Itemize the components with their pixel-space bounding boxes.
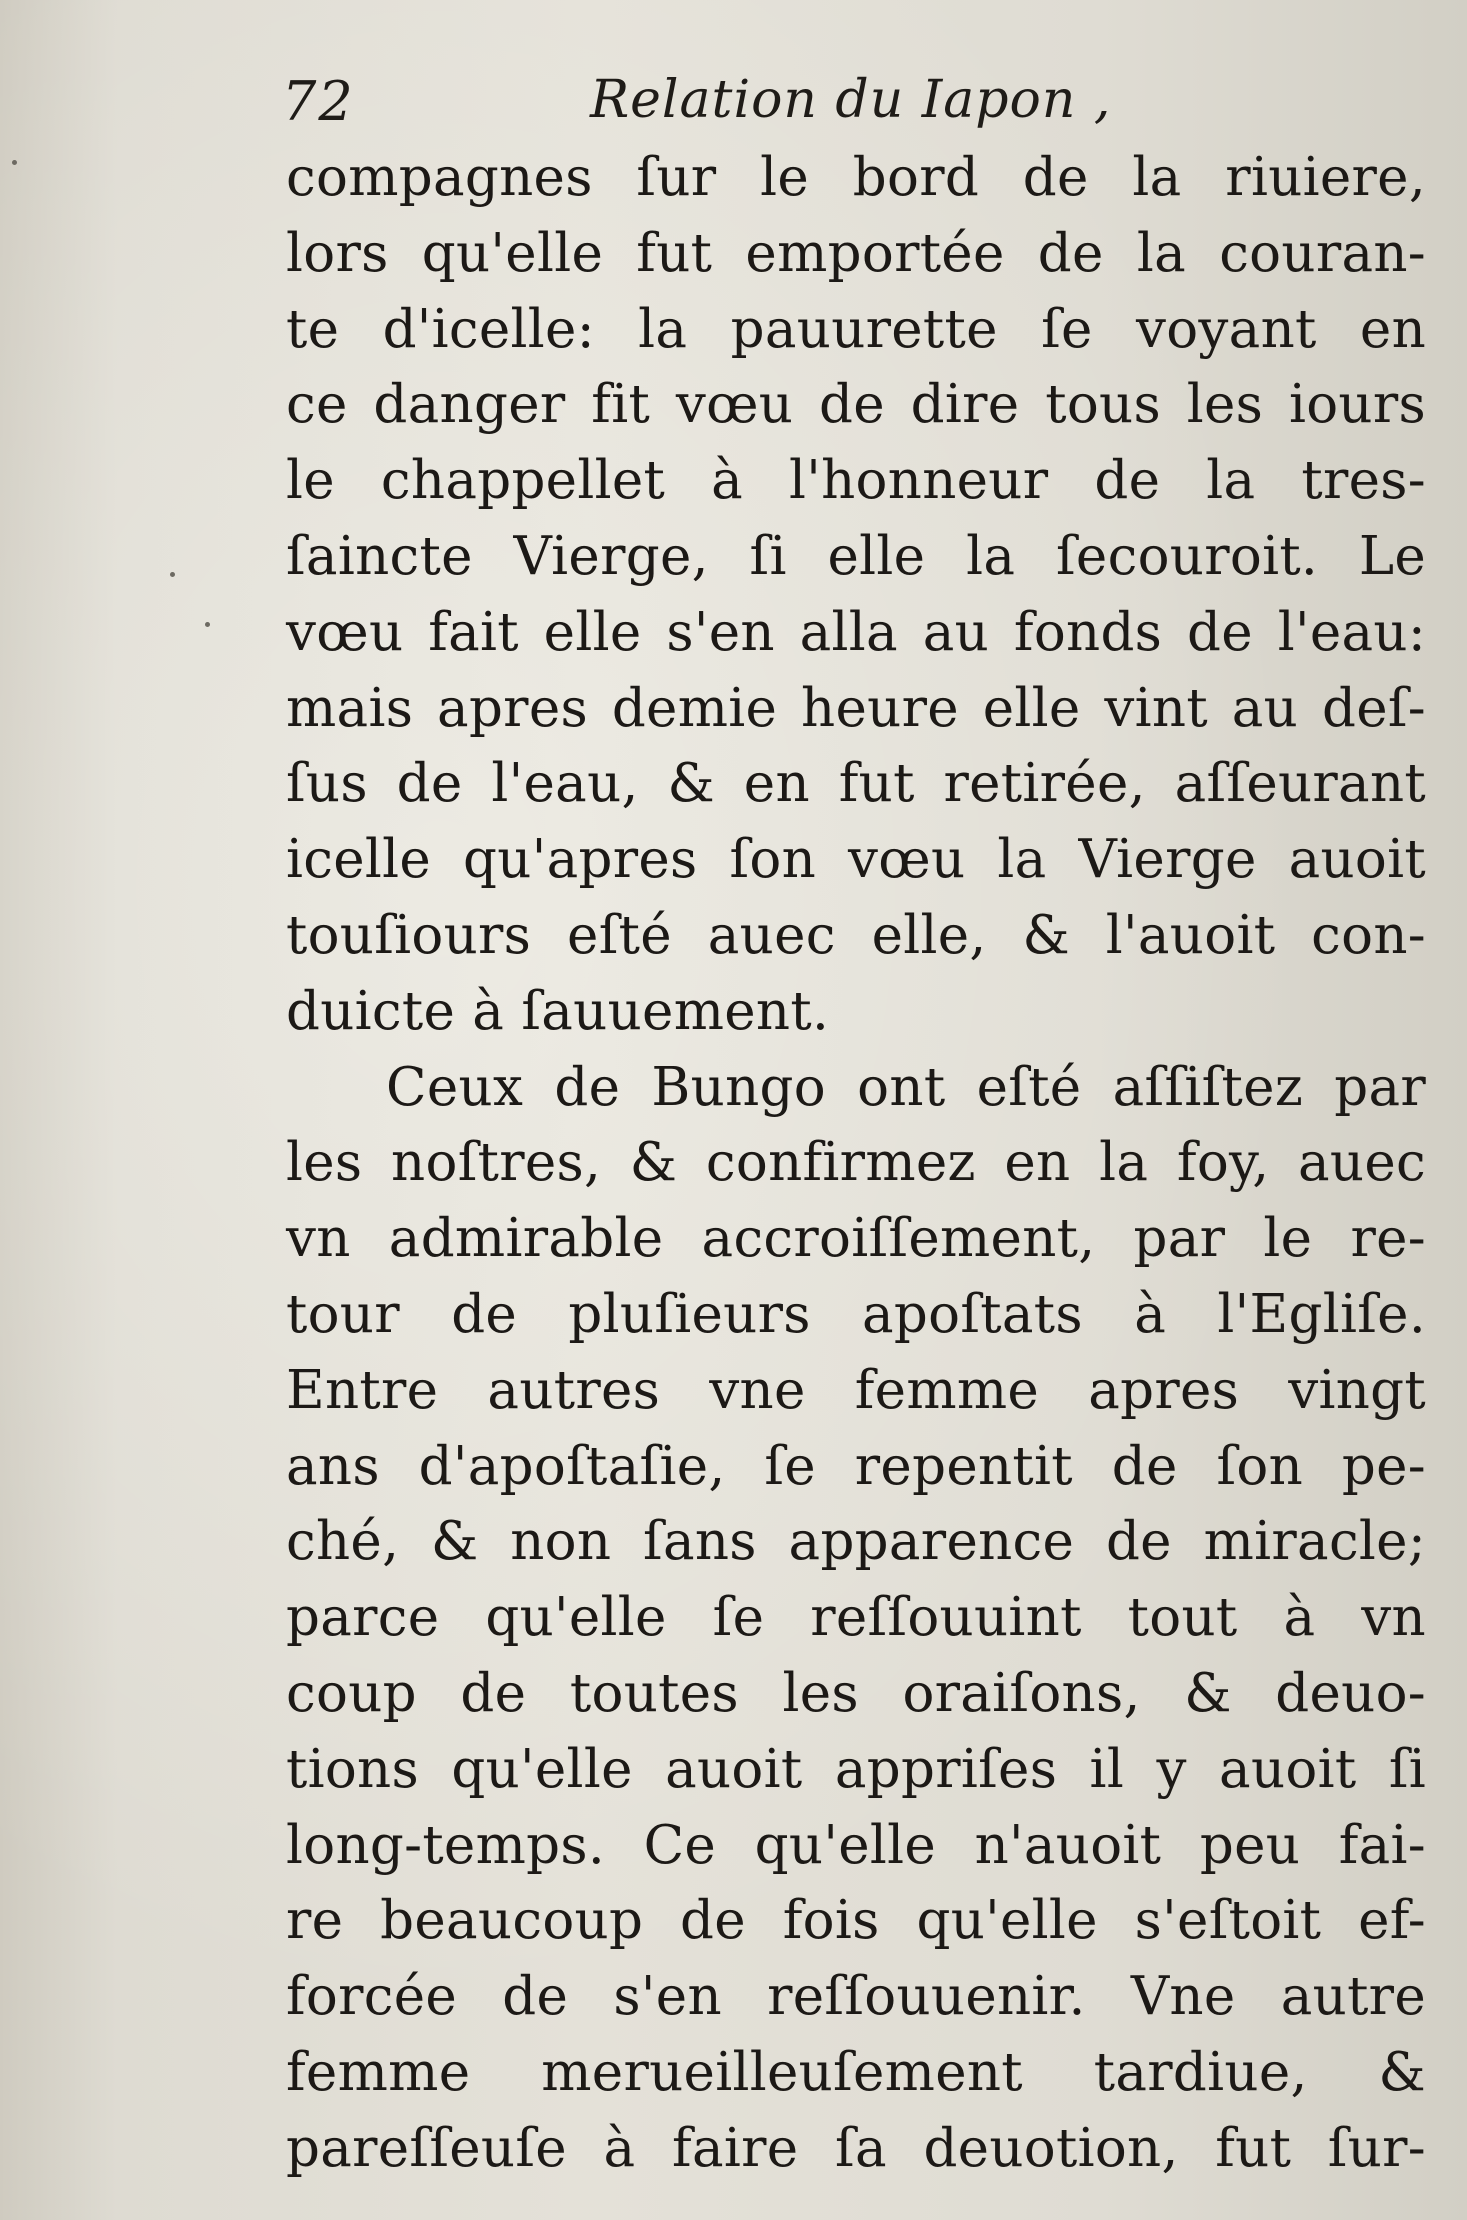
margin-speck (205, 622, 210, 627)
paragraph-end-line: duicte à ſauuement. (286, 980, 830, 1042)
paragraph-start-line: Ceux de Bungo ont eſté aſſiſtez par (386, 1056, 1426, 1118)
text-line: mais apres demie heure elle vint au deſ- (286, 677, 1426, 739)
text-line: long-temps. Ce qu'elle n'auoit peu fai- (286, 1814, 1426, 1876)
margin-speck (12, 160, 17, 165)
text-line: pareſſeuſe à faire ſa deuotion, fut ſur- (286, 2117, 1426, 2179)
running-head: Relation du Iapon , (590, 70, 1112, 130)
text-line: tour de pluſieurs apoſtats à l'Egliſe. (286, 1283, 1426, 1345)
text-line: le chappellet à l'honneur de la tres- (286, 450, 1426, 512)
page-header (282, 62, 1432, 152)
text-line: icelle qu'apres ſon vœu la Vierge auoit (286, 829, 1426, 891)
text-line: lors qu'elle fut emportée de la couran- (286, 222, 1426, 284)
text-line: tions qu'elle auoit appriſes il y auoit ſi (286, 1738, 1426, 1800)
text-line: compagnes ſur le bord de la riuiere, (286, 147, 1426, 208)
text-line: te d'icelle: la pauurette ſe voyant en (286, 298, 1426, 360)
text-line: Entre autres vne femme apres vingt (286, 1359, 1426, 1421)
text-line: touſiours eſté auec elle, & l'auoit con- (286, 904, 1426, 966)
text-line: forcée de s'en reſſouuenir. Vne autre (286, 1966, 1426, 2028)
text-line: ſus de l'eau, & en fut retirée, aſſeurant (286, 753, 1426, 815)
text-line: les noſtres, & confirmez en la foy, auec (286, 1132, 1426, 1194)
text-line: femme merueilleuſement tardiue, & (286, 2041, 1426, 2103)
text-line: coup de toutes les oraiſons, & deuo- (286, 1662, 1426, 1724)
body-text (286, 140, 1426, 2187)
text-line: ché, & non ſans apparence de miracle; (286, 1511, 1426, 1573)
text-line: parce qu'elle ſe reſſouuint tout à vn (286, 1587, 1426, 1649)
text-line: re beaucoup de fois qu'elle s'eſtoit ef- (286, 1890, 1426, 1952)
text-line: ce danger fit vœu de dire tous les iours (286, 374, 1426, 436)
margin-speck (170, 572, 175, 577)
text-line: ſaincte Vierge, ſi elle la ſecouroit. Le (286, 525, 1426, 587)
text-line: vœu fait elle s'en alla au fonds de l'eau: (286, 601, 1426, 663)
text-line: ans d'apoſtaſie, ſe repentit de ſon pe- (286, 1435, 1426, 1497)
page-number: 72 (282, 70, 355, 133)
text-line: vn admirable accroiſſement, par le re- (286, 1208, 1426, 1270)
